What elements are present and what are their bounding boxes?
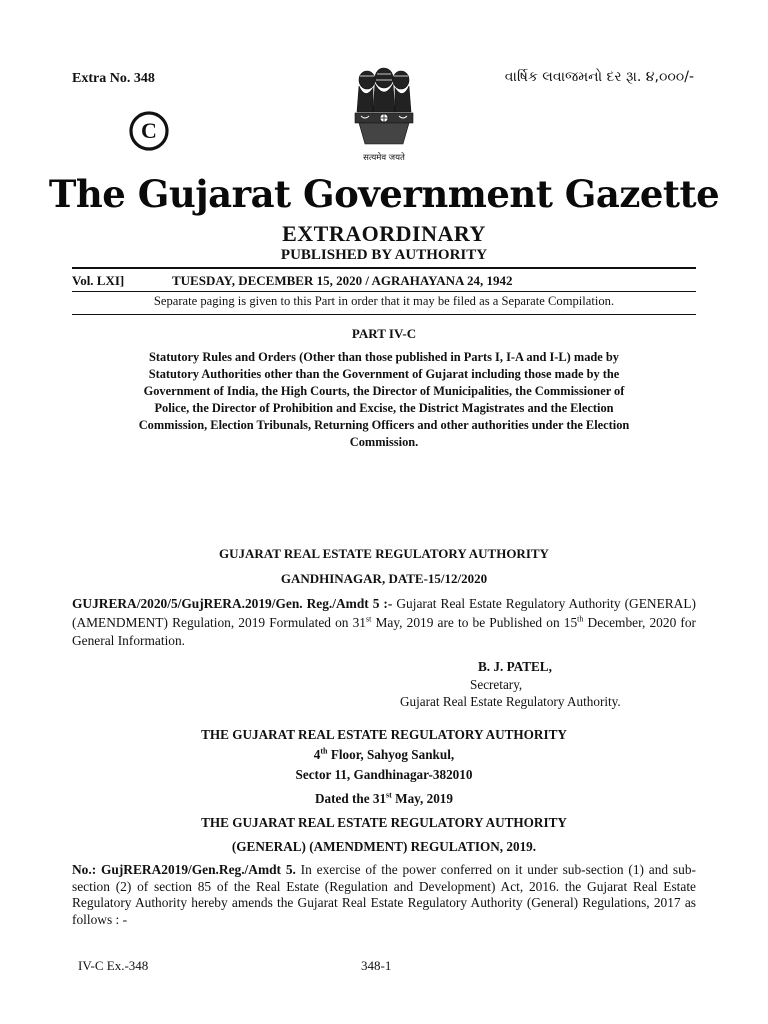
regulation-heading-block <box>0 727 768 863</box>
dated-post: May, 2019 <box>391 791 453 806</box>
dated-sup: st <box>386 790 392 800</box>
floor-rest: Floor, Sahyog Sankul, <box>327 747 455 762</box>
regulation-authority-2: THE GUJARAT REAL ESTATE REGULATORY AUTHORITY <box>201 815 567 830</box>
signatory-organisation: Gujarat Real Estate Regulatory Authority. <box>400 694 621 709</box>
national-emblem-icon <box>343 60 425 166</box>
notice-reference: GUJRERA/2020/5/GujRERA.2019/Gen. Reg./Amdt 5 :- <box>72 596 393 611</box>
signatory-name: B. J. PATEL, <box>478 659 552 674</box>
published-by-authority: PUBLISHED BY AUTHORITY <box>280 247 488 263</box>
notice-authority: GUJARAT REAL ESTATE REGULATORY AUTHORITY <box>219 546 549 561</box>
notice-sup-b: th <box>577 614 584 624</box>
part-description: Statutory Rules and Orders (Other than those published in Parts I, I-A and I-L) made by Statutory Authorities other than the Government of Gujarat including those made by the Government of India, the High Courts, the Director of Municipalities, the Commissioner of Police, the Director of Prohibition and Excise, the District Magistrates and the Election Commission, Election Tribunals, Returning Officers and other authorities under the Election Commission. <box>138 350 630 449</box>
emblem-motto: सत्यमेव जयते <box>363 153 405 163</box>
regulation-paragraph <box>72 862 696 928</box>
signatory-block <box>400 658 660 711</box>
regulation-body: In exercise of the power conferred on it under sub-section (1) and sub-section (2) of section 85 of the Real Estate (Regulation and Development) Act, 2016. the Gujarat Real Estate Regulatory Authority hereby amends the Gujarat Real Estate Regulatory Authority (General) Regulations, 2017 as follows : - <box>72 862 696 927</box>
annual-subscription-rate: વાર્ષિક લવાજમનો દર રૂા. ૪,૦૦૦/- <box>504 69 694 85</box>
issue-date: TUESDAY, DECEMBER 15, 2020 / AGRAHAYANA 24, 1942 <box>172 273 513 288</box>
part-title: PART IV-C <box>351 326 417 341</box>
copyright-icon <box>128 110 170 152</box>
notice-paragraph <box>72 595 696 651</box>
notice-place-date: GANDHINAGAR, DATE-15/12/2020 <box>280 571 488 586</box>
footer-part-reference: IV-C Ex.-348 <box>78 958 149 973</box>
floor-number: 4 <box>313 747 321 762</box>
top-rule <box>72 267 696 269</box>
notice-text-b: May, 2019 are to be Published on 15 <box>371 614 578 630</box>
extra-number: Extra No. 348 <box>72 71 155 86</box>
regulation-sector: Sector 11, Gandhinagar-382010 <box>295 767 473 782</box>
footer-page-number: 348-1 <box>361 958 392 973</box>
regulation-number: No.: GujRERA2019/Gen.Reg./Amdt 5. <box>72 862 296 877</box>
separate-paging-note: Separate paging is given to this Part in order that it may be filed as a Separate Compilation. <box>153 294 615 308</box>
gazette-title: The Gujarat Government Gazette <box>48 172 720 216</box>
bottom-rule <box>72 314 696 315</box>
notice-text-a: Gujarat Real Estate Regulatory Authority (GENERAL) (AMENDMENT) Regulation, 2019 Formulated on 31 <box>72 596 696 630</box>
regulation-authority: THE GUJARAT REAL ESTATE REGULATORY AUTHORITY <box>201 727 567 742</box>
signatory-role: Secretary, <box>470 676 523 692</box>
notice-sup-a: st <box>366 614 372 624</box>
regulation-title: (GENERAL) (AMENDMENT) REGULATION, 2019. <box>231 839 537 854</box>
regulation-address-floor <box>0 747 768 767</box>
notice-text-c: December, 2020 for General Information. <box>72 614 697 648</box>
regulation-dated <box>0 791 768 815</box>
middle-rule <box>72 291 696 292</box>
svg-text:C: C <box>141 118 157 143</box>
extraordinary-heading: EXTRAORDINARY <box>282 221 486 246</box>
dated-pre: Dated the 31 <box>314 791 387 806</box>
floor-sup: th <box>320 746 328 756</box>
volume-label: Vol. LXI] <box>72 273 125 288</box>
